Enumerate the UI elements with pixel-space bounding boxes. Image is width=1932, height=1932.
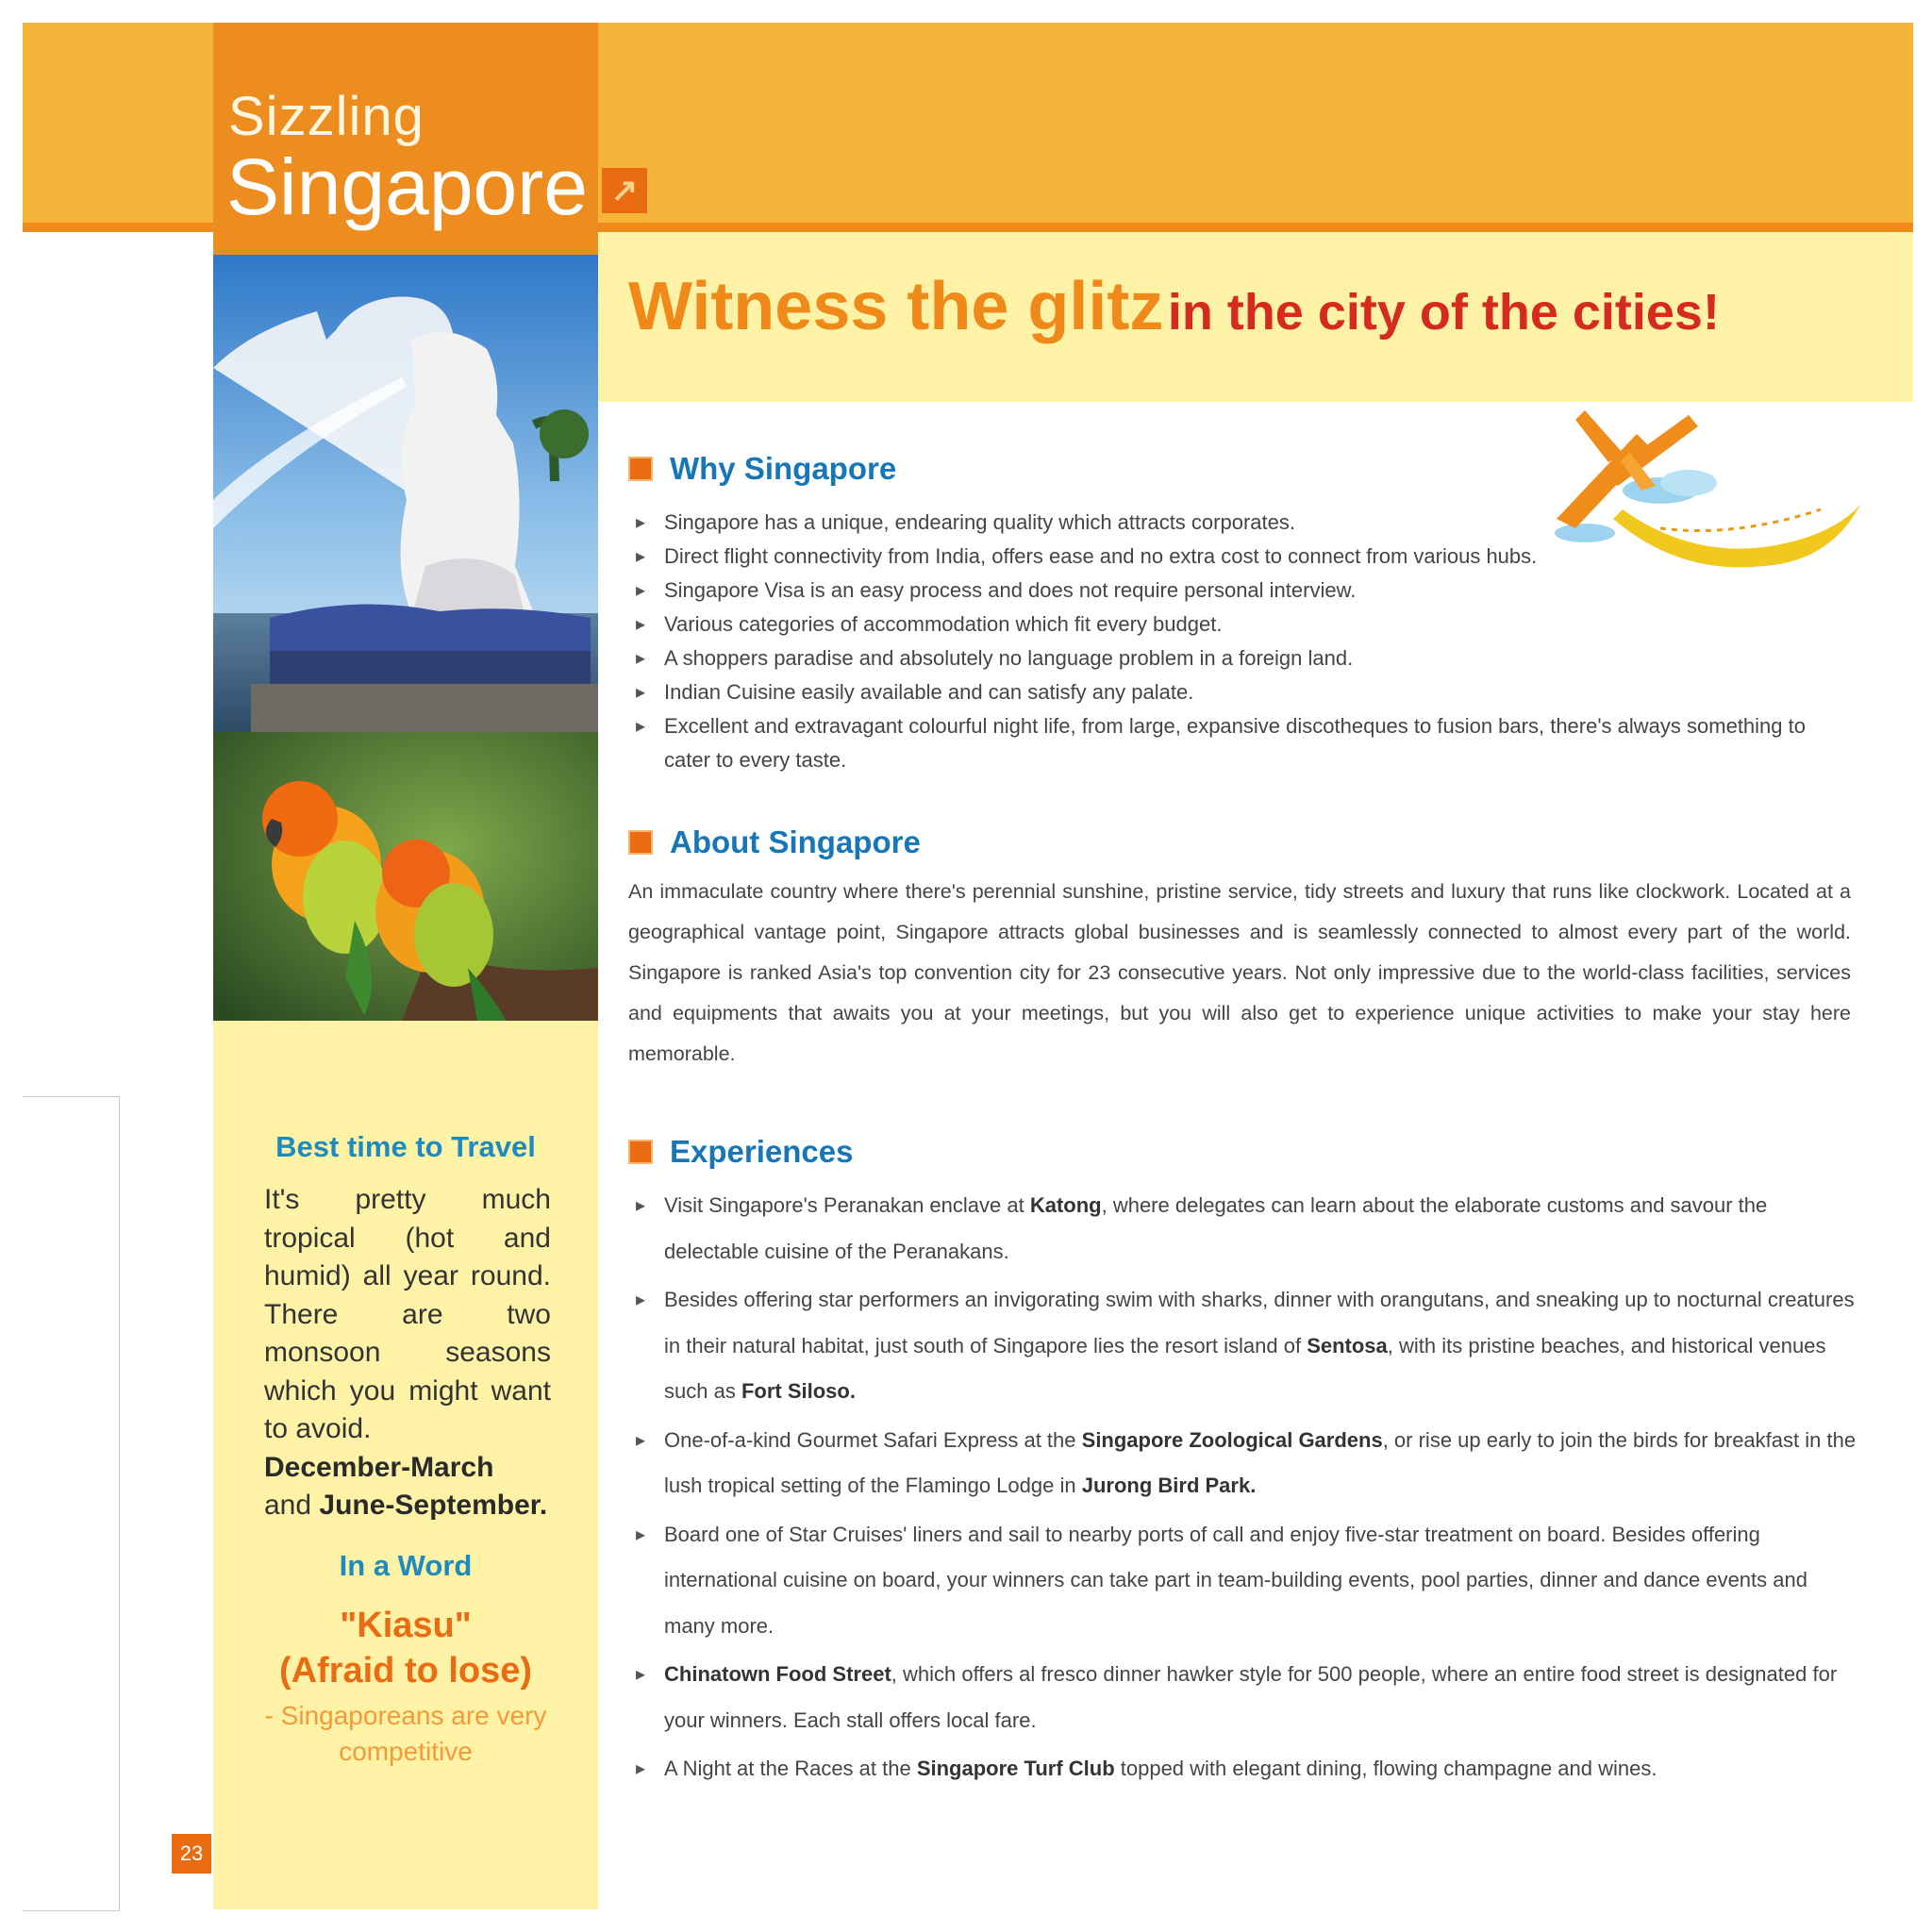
square-bullet-icon: [628, 1140, 653, 1164]
list-item: ▸ Singapore has a unique, endearing quality which attracts corporates.: [636, 506, 1834, 540]
list-item: ▸ One-of-a-kind Gourmet Safari Express at the Singapore Zoological Gardens, or rise up early to join the birds for breakfast in the lush tropical setting of the Flamingo Lodge in Jurong Bird Park.: [636, 1418, 1858, 1509]
square-bullet-icon: [628, 830, 653, 855]
margin-box: [23, 1096, 120, 1911]
headline-big: Witness the glitz: [628, 269, 1164, 344]
list-item: ▸ Singapore Visa is an easy process and does not require personal interview.: [636, 574, 1834, 608]
headline: [628, 268, 1720, 345]
list-item: ▸ Board one of Star Cruises' liners and sail to nearby ports of call and enjoy five-star treatment on board. Besides offering international cuisine on board, your winners can take part in team-building events, pool parties, dinner and dance events and many more.: [636, 1512, 1858, 1650]
about-title: About Singapore: [670, 824, 921, 859]
travel-and: and: [264, 1490, 312, 1521]
list-item: ▸ Excellent and extravagant colourful night life, from large, expansive discotheques to fusion bars, there's always something to cater to every taste.: [636, 709, 1834, 777]
title-big: Singapore: [226, 142, 588, 231]
list-item: ▸ Visit Singapore's Peranakan enclave at Katong, where delegates can learn about the elaborate customs and savour the delectable cuisine of the Peranakans.: [636, 1183, 1858, 1274]
word-main: "Kiasu": [340, 1606, 472, 1645]
list-item: ▸ Various categories of accommodation which fit every budget.: [636, 608, 1834, 641]
travel-description: It's pretty much tropical (hot and humid) all year round. There are two monsoon seasons which you might want to avoid.: [264, 1184, 551, 1444]
list-item: ▸ A Night at the Races at the Singapore Turf Club topped with elegant dining, flowing champagne and wines.: [636, 1746, 1858, 1792]
arrow-up-right-icon: ↗: [602, 168, 647, 213]
why-title: Why Singapore: [670, 451, 897, 486]
list-item: ▸ A shoppers paradise and absolutely no language problem in a foreign land.: [636, 641, 1834, 675]
experiences-title: Experiences: [670, 1134, 854, 1169]
about-heading: [628, 824, 921, 860]
word-sub: - Singaporeans are very competitive: [264, 1701, 547, 1766]
why-list: [636, 506, 1834, 777]
about-text: An immaculate country where there's perennial sunshine, pristine service, tidy streets and luxury that runs like clockwork. Located at a geographical vantage point, Singapore attracts global businesses and is seamlessly connected to almost every part of the world. Singapore is ranked Asia's top convention city for 23 consecutive years. Not only impressive due to the world-class facilities, services and equipments that awaits you at your meetings, but you will also get to experience unique activities to make your stay here memorable.: [628, 880, 1851, 1065]
travel-heading: Best time to Travel: [275, 1130, 536, 1163]
list-item: ▸ Direct flight connectivity from India, offers ease and no extra cost to connect from various hubs.: [636, 540, 1834, 574]
experiences-heading: [628, 1134, 853, 1170]
merlion-photo: [213, 255, 598, 732]
word-meaning: (Afraid to lose): [278, 1651, 533, 1690]
travel-months-2: June-September.: [319, 1490, 548, 1521]
why-heading: [628, 451, 896, 487]
square-bullet-icon: [628, 457, 653, 481]
parrots-photo: [213, 732, 598, 1021]
list-item: ▸ Besides offering star performers an invigorating swim with sharks, dinner with orangutans, and sneaking up to nocturnal creatures in their natural habitat, just south of Singapore lies the resort island of Sentosa, with its pristine beaches, and historical venues such as Fort Siloso.: [636, 1277, 1858, 1415]
list-item: ▸ Indian Cuisine easily available and can satisfy any palate.: [636, 675, 1834, 709]
word-heading: In a Word: [339, 1549, 473, 1582]
travel-text: [264, 1181, 551, 1525]
page-number: 23: [172, 1834, 211, 1874]
title-small: Sizzling: [228, 86, 425, 147]
headline-small: in the city of the cities!: [1167, 284, 1720, 341]
travel-months-1: December-March: [264, 1451, 494, 1483]
experiences-list: [636, 1183, 1858, 1795]
list-item: ▸ Chinatown Food Street, which offers al fresco dinner hawker style for 500 people, where an entire food street is designated for your winners. Each stall offers local fare.: [636, 1652, 1858, 1743]
